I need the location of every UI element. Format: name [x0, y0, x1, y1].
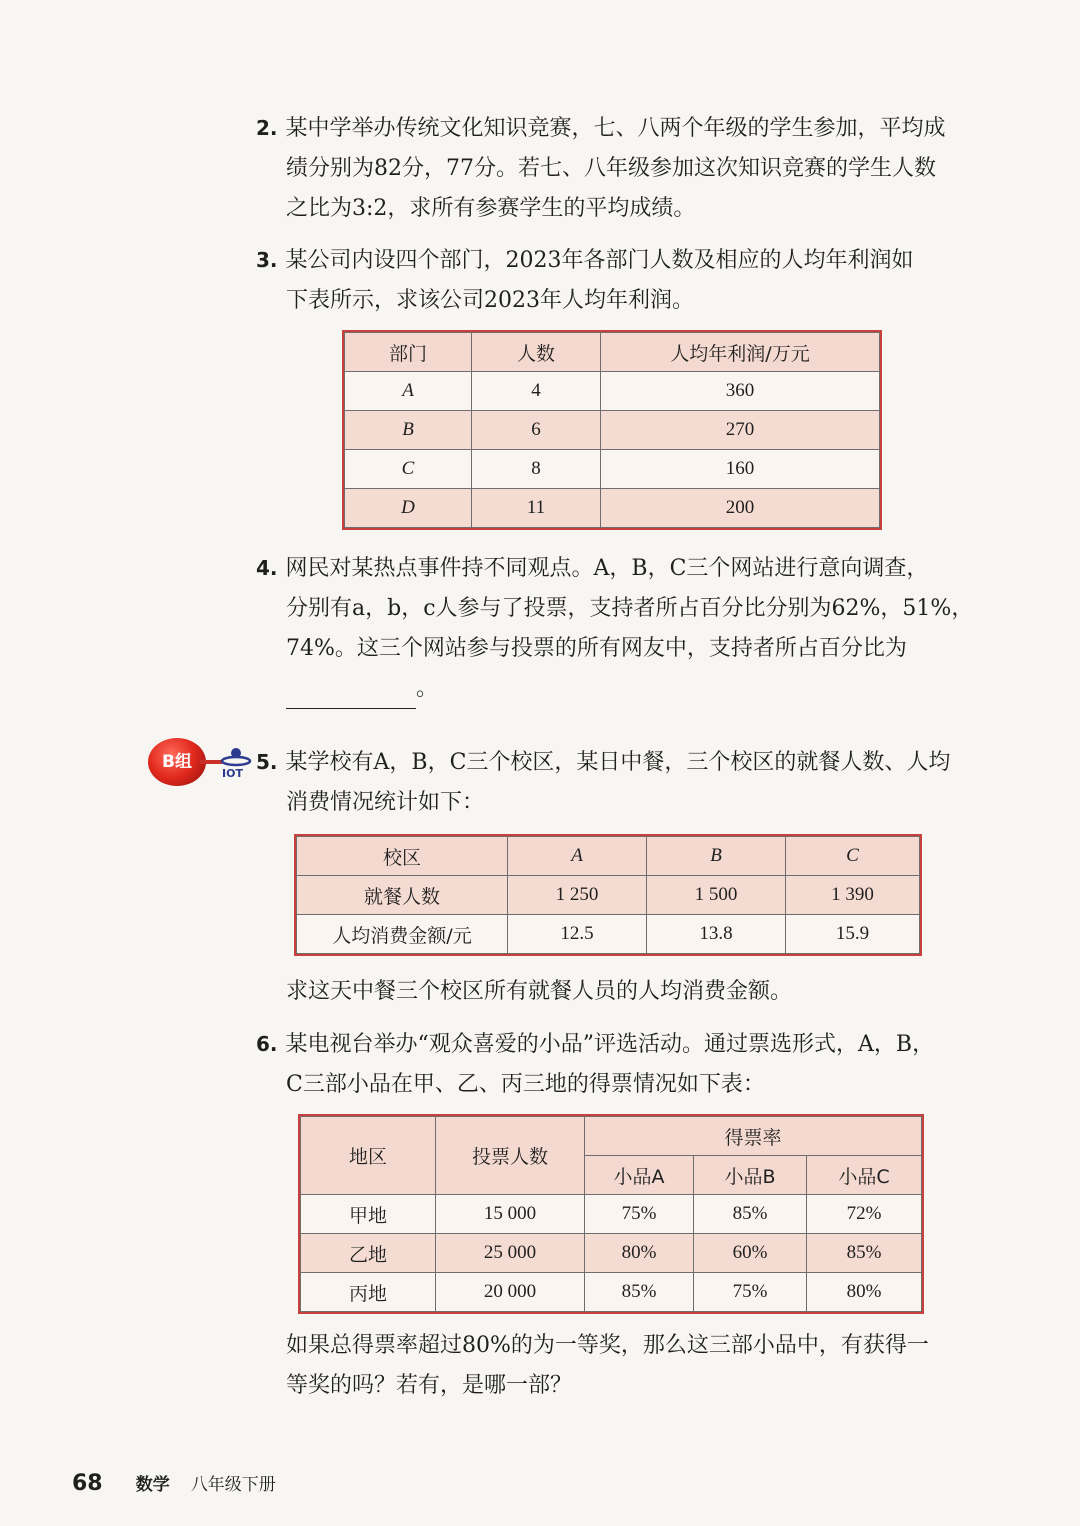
table-cell: B [345, 411, 472, 450]
page-footer [72, 1470, 276, 1496]
problem-text-line: 下表所示，求该公司2023年人均年利润。 [286, 288, 694, 313]
table-cell: 1 250 [508, 876, 647, 915]
table-cell: 75% [585, 1195, 694, 1234]
table-header-row [301, 1117, 922, 1156]
book-subject: 数学 [135, 1475, 170, 1495]
iot-icon-label: IOT [222, 767, 243, 780]
table-header-cell: 部门 [345, 333, 472, 372]
problem-text-line: C三部小品在甲、乙、丙三地的得票情况如下表： [286, 1072, 765, 1097]
table-header-cell: 投票人数 [436, 1117, 585, 1195]
table-cell: D [345, 489, 472, 528]
table-row [301, 1234, 922, 1273]
problem-number: 6. [256, 1032, 278, 1056]
problem-text-line: 某中学举办传统文化知识竞赛，七、八两个年级的学生参加，平均成 [285, 116, 946, 141]
table-header-cell: 人均年利润/万元 [601, 333, 880, 372]
table-header-cell: 小品A [585, 1156, 694, 1195]
table-cell: A [345, 372, 472, 411]
table-cell: 13.8 [647, 915, 786, 954]
book-grade: 八年级下册 [190, 1475, 276, 1495]
problem-6 [256, 1024, 946, 1105]
table-row [301, 1273, 922, 1312]
table-row-label: 就餐人数 [297, 876, 508, 915]
table-cell: 25 000 [436, 1234, 585, 1273]
problem-text-line: 某公司内设四个部门，2023年各部门人数及相应的人均年利润如 [285, 248, 914, 273]
table-header-cell: 小品B [694, 1156, 807, 1195]
table-cell: 15.9 [786, 915, 920, 954]
problem-text-line: 74%。这三个网站参与投票的所有网友中，支持者所占百分比为 [286, 636, 907, 661]
problem-text-line: 等奖的吗？若有，是哪一部？ [286, 1373, 573, 1398]
table-cell: 72% [807, 1195, 922, 1234]
table-row [345, 489, 880, 528]
table-cell: 80% [807, 1273, 922, 1312]
page-number: 68 [72, 1471, 103, 1496]
problem-text-line: 求这天中餐三个校区所有就餐人员的人均消费金额。 [286, 979, 793, 1004]
campus-dining-table [296, 836, 920, 954]
table-cell: 85% [807, 1234, 922, 1273]
table-cell: 60% [694, 1234, 807, 1273]
table-cell: 270 [601, 411, 880, 450]
table-cell: 85% [694, 1195, 807, 1234]
table-cell: 200 [601, 489, 880, 528]
table-row [301, 1195, 922, 1234]
problem-text-line: 分别有a，b，c人参与了投票，支持者所占百分比分别为62%，51%， [286, 596, 974, 621]
problem-text-line: 如果总得票率超过80%的为一等奖，那么这三部小品中，有获得一 [286, 1333, 929, 1358]
table-row [345, 450, 880, 489]
answer-blank[interactable] [286, 680, 416, 709]
table-header-cell: 校区 [297, 837, 508, 876]
problem-number: 3. [256, 248, 278, 272]
badge-pointer [200, 760, 222, 764]
table-row-label: 甲地 [301, 1195, 436, 1234]
problem-5-question [256, 972, 946, 1012]
problem-number: 5. [256, 750, 278, 774]
problem-text-line: 某电视台举办“观众喜爱的小品”评选活动。通过票选形式，A，B， [285, 1032, 935, 1057]
table-header-cell: 地区 [301, 1117, 436, 1195]
table-cell: 360 [601, 372, 880, 411]
table-cell: 75% [694, 1273, 807, 1312]
table-header-cell: A [508, 837, 647, 876]
table-row-label: 人均消费金额/元 [297, 915, 508, 954]
table-cell: 80% [585, 1234, 694, 1273]
problem-3 [256, 240, 946, 321]
table-header-cell: 得票率 [585, 1117, 922, 1156]
table-row [345, 372, 880, 411]
problem-number: 2. [256, 116, 278, 140]
table-cell: 4 [472, 372, 601, 411]
problem-text-line: 之比为3:2，求所有参赛学生的平均成绩。 [286, 196, 696, 221]
table-cell: 1 390 [786, 876, 920, 915]
sentence-end: 。 [416, 676, 439, 701]
problem-text-line: 某学校有A，B，C三个校区，某日中餐，三个校区的就餐人数、人均 [285, 750, 951, 775]
problem-text-line: 消费情况统计如下： [286, 790, 485, 815]
table-cell: 160 [601, 450, 880, 489]
problem-6-question [256, 1326, 946, 1406]
table-cell: 1 500 [647, 876, 786, 915]
table-header-row [297, 837, 920, 876]
problem-4 [256, 548, 974, 709]
table-cell: 8 [472, 450, 601, 489]
table-cell: 12.5 [508, 915, 647, 954]
table-header-cell: 小品C [807, 1156, 922, 1195]
table-header-cell: C [786, 837, 920, 876]
problem-text-line: 网民对某热点事件持不同观点。A，B，C三个网站进行意向调查， [285, 556, 929, 581]
table-cell: 20 000 [436, 1273, 585, 1312]
department-profit-table [344, 332, 880, 528]
problem-number: 4. [256, 556, 278, 580]
table-cell: 15 000 [436, 1195, 585, 1234]
table-header-row [345, 333, 880, 372]
iot-icon [220, 744, 254, 784]
table-row [297, 915, 920, 954]
problem-5 [256, 742, 951, 823]
table-row [345, 411, 880, 450]
table-cell: 11 [472, 489, 601, 528]
problem-2 [256, 108, 946, 229]
table-cell: C [345, 450, 472, 489]
table-header-cell: 人数 [472, 333, 601, 372]
group-b-badge: B组 [148, 738, 206, 786]
table-cell: 85% [585, 1273, 694, 1312]
sketch-vote-table [300, 1116, 922, 1312]
table-cell: 6 [472, 411, 601, 450]
table-row-label: 丙地 [301, 1273, 436, 1312]
table-row [297, 876, 920, 915]
problem-text-line: 绩分别为82分，77分。若七、八年级参加这次知识竞赛的学生人数 [286, 156, 936, 181]
table-row-label: 乙地 [301, 1234, 436, 1273]
table-header-cell: B [647, 837, 786, 876]
